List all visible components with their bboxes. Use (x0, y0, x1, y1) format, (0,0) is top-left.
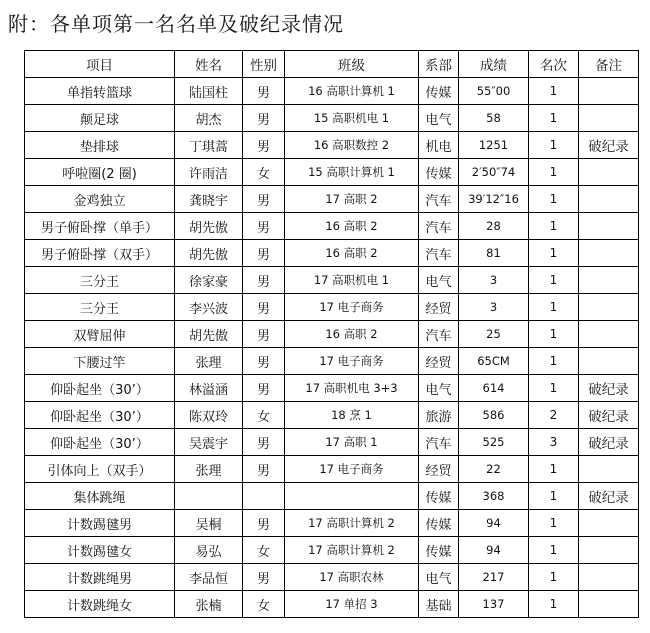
gender-cell: 男 (243, 186, 285, 213)
department-cell: 传媒 (419, 483, 459, 510)
score-cell: 368 (459, 483, 529, 510)
note-cell (579, 105, 639, 132)
department-cell: 电气 (419, 267, 459, 294)
event-cell: 仰卧起坐（30’） (25, 402, 175, 429)
table-row (25, 159, 639, 186)
note-cell (579, 240, 639, 267)
gender-cell: 男 (243, 429, 285, 456)
rank-cell: 1 (529, 456, 579, 483)
class-cell: 17 高职计算机 2 (285, 537, 419, 564)
table-row (25, 78, 639, 105)
score-cell: 614 (459, 375, 529, 402)
column-header-rank: 名次 (529, 51, 579, 78)
event-cell: 男子俯卧撑（双手） (25, 240, 175, 267)
page-title: 附：各单项第一名名单及破纪录情况 (8, 12, 344, 36)
gender-cell (243, 483, 285, 510)
note-cell (579, 186, 639, 213)
note-cell (579, 510, 639, 537)
name-cell: 徐家豪 (175, 267, 243, 294)
name-cell: 吴桐 (175, 510, 243, 537)
department-cell: 汽车 (419, 321, 459, 348)
table-row (25, 348, 639, 375)
department-cell: 汽车 (419, 240, 459, 267)
column-header-department: 系部 (419, 51, 459, 78)
score-cell: 94 (459, 537, 529, 564)
name-cell: 张理 (175, 348, 243, 375)
note-cell (579, 456, 639, 483)
table-row (25, 564, 639, 591)
class-cell: 17 电子商务 (285, 294, 419, 321)
department-cell: 经贸 (419, 456, 459, 483)
gender-cell: 男 (243, 456, 285, 483)
rank-cell: 1 (529, 321, 579, 348)
department-cell: 传媒 (419, 537, 459, 564)
note-cell (579, 564, 639, 591)
table-row (25, 132, 639, 159)
table-row (25, 186, 639, 213)
department-cell: 经贸 (419, 294, 459, 321)
class-cell: 17 高职机电 1 (285, 267, 419, 294)
rank-cell: 1 (529, 213, 579, 240)
rank-cell: 1 (529, 375, 579, 402)
department-cell: 传媒 (419, 78, 459, 105)
note-cell (579, 321, 639, 348)
event-cell: 引体向上（双手） (25, 456, 175, 483)
note-cell (579, 537, 639, 564)
class-cell: 15 高职机电 1 (285, 105, 419, 132)
rank-cell: 1 (529, 159, 579, 186)
rank-cell: 1 (529, 186, 579, 213)
department-cell: 传媒 (419, 510, 459, 537)
name-cell: 许雨洁 (175, 159, 243, 186)
class-cell: 17 高职 2 (285, 186, 419, 213)
class-cell: 17 电子商务 (285, 456, 419, 483)
column-header-class: 班级 (285, 51, 419, 78)
name-cell: 胡先傲 (175, 240, 243, 267)
class-cell: 15 高职计算机 1 (285, 159, 419, 186)
department-cell: 汽车 (419, 213, 459, 240)
class-cell: 17 电子商务 (285, 348, 419, 375)
rank-cell: 2 (529, 402, 579, 429)
table-row (25, 294, 639, 321)
score-cell: 65CM (459, 348, 529, 375)
name-cell (175, 483, 243, 510)
table-row (25, 321, 639, 348)
class-cell (285, 483, 419, 510)
score-cell: 28 (459, 213, 529, 240)
table-row (25, 240, 639, 267)
department-cell: 经贸 (419, 348, 459, 375)
class-cell: 17 高职计算机 2 (285, 510, 419, 537)
class-cell: 17 高职农林 (285, 564, 419, 591)
gender-cell: 男 (243, 375, 285, 402)
gender-cell: 男 (243, 105, 285, 132)
note-cell (579, 213, 639, 240)
gender-cell: 男 (243, 213, 285, 240)
rank-cell: 1 (529, 510, 579, 537)
class-cell: 16 高职数控 2 (285, 132, 419, 159)
department-cell: 汽车 (419, 186, 459, 213)
rank-cell: 1 (529, 591, 579, 618)
name-cell: 张理 (175, 456, 243, 483)
score-cell: 58 (459, 105, 529, 132)
class-cell: 17 高职机电 3+3 (285, 375, 419, 402)
score-cell: 217 (459, 564, 529, 591)
note-cell: 破纪录 (579, 402, 639, 429)
department-cell: 汽车 (419, 429, 459, 456)
rank-cell: 1 (529, 348, 579, 375)
note-cell (579, 348, 639, 375)
gender-cell: 男 (243, 510, 285, 537)
score-cell: 586 (459, 402, 529, 429)
gender-cell: 男 (243, 240, 285, 267)
note-cell (579, 159, 639, 186)
event-cell: 双臂屈伸 (25, 321, 175, 348)
note-cell (579, 591, 639, 618)
note-cell: 破纪录 (579, 132, 639, 159)
department-cell: 旅游 (419, 402, 459, 429)
gender-cell: 男 (243, 132, 285, 159)
table-row (25, 510, 639, 537)
rank-cell: 3 (529, 429, 579, 456)
event-cell: 三分王 (25, 267, 175, 294)
name-cell: 胡杰 (175, 105, 243, 132)
event-cell: 垫排球 (25, 132, 175, 159)
column-header-score: 成绩 (459, 51, 529, 78)
event-cell: 单指转篮球 (25, 78, 175, 105)
event-cell: 计数跳绳女 (25, 591, 175, 618)
rank-cell: 1 (529, 78, 579, 105)
name-cell: 林溢涵 (175, 375, 243, 402)
class-cell: 17 单招 3 (285, 591, 419, 618)
class-cell: 16 高职 2 (285, 240, 419, 267)
event-cell: 呼啦圈(2 圈) (25, 159, 175, 186)
rank-cell: 1 (529, 267, 579, 294)
score-cell: 137 (459, 591, 529, 618)
note-cell: 破纪录 (579, 429, 639, 456)
column-header-note: 备注 (579, 51, 639, 78)
note-cell (579, 294, 639, 321)
name-cell: 龚晓宇 (175, 186, 243, 213)
table-row (25, 267, 639, 294)
event-cell: 集体跳绳 (25, 483, 175, 510)
gender-cell: 女 (243, 591, 285, 618)
department-cell: 机电 (419, 132, 459, 159)
event-cell: 下腰过竿 (25, 348, 175, 375)
event-cell: 颠足球 (25, 105, 175, 132)
rank-cell: 1 (529, 132, 579, 159)
name-cell: 陈双玲 (175, 402, 243, 429)
department-cell: 传媒 (419, 159, 459, 186)
table-body (25, 78, 639, 618)
gender-cell: 男 (243, 564, 285, 591)
rank-cell: 1 (529, 294, 579, 321)
gender-cell: 男 (243, 348, 285, 375)
table-row (25, 105, 639, 132)
column-header-gender: 性别 (243, 51, 285, 78)
event-cell: 男子俯卧撑（单手） (25, 213, 175, 240)
column-header-name: 姓名 (175, 51, 243, 78)
rank-cell: 1 (529, 240, 579, 267)
score-cell: 3 (459, 267, 529, 294)
table-row (25, 537, 639, 564)
score-cell: 94 (459, 510, 529, 537)
event-cell: 计数踢毽男 (25, 510, 175, 537)
table-row (25, 213, 639, 240)
score-cell: 39′12″16 (459, 186, 529, 213)
note-cell: 破纪录 (579, 483, 639, 510)
event-cell: 仰卧起坐（30’） (25, 375, 175, 402)
gender-cell: 女 (243, 402, 285, 429)
name-cell: 陆国柱 (175, 78, 243, 105)
rank-cell: 1 (529, 105, 579, 132)
score-cell: 1251 (459, 132, 529, 159)
score-cell: 25 (459, 321, 529, 348)
table-row (25, 429, 639, 456)
score-cell: 22 (459, 456, 529, 483)
name-cell: 胡先傲 (175, 213, 243, 240)
gender-cell: 男 (243, 321, 285, 348)
note-cell (579, 78, 639, 105)
gender-cell: 男 (243, 78, 285, 105)
table-row (25, 402, 639, 429)
event-cell: 计数踢毽女 (25, 537, 175, 564)
event-cell: 三分王 (25, 294, 175, 321)
department-cell: 电气 (419, 564, 459, 591)
rank-cell: 1 (529, 537, 579, 564)
class-cell: 16 高职 2 (285, 213, 419, 240)
name-cell: 胡先傲 (175, 321, 243, 348)
event-cell: 金鸡独立 (25, 186, 175, 213)
score-cell: 81 (459, 240, 529, 267)
department-cell: 电气 (419, 375, 459, 402)
name-cell: 吴震宇 (175, 429, 243, 456)
note-cell: 破纪录 (579, 375, 639, 402)
department-cell: 基础 (419, 591, 459, 618)
score-cell: 55″00 (459, 78, 529, 105)
gender-cell: 男 (243, 267, 285, 294)
gender-cell: 女 (243, 537, 285, 564)
name-cell: 李兴波 (175, 294, 243, 321)
table-row (25, 483, 639, 510)
table-row (25, 591, 639, 618)
class-cell: 17 高职 1 (285, 429, 419, 456)
note-cell (579, 267, 639, 294)
class-cell: 16 高职 2 (285, 321, 419, 348)
name-cell: 丁琪蒿 (175, 132, 243, 159)
gender-cell: 女 (243, 159, 285, 186)
column-header-event: 项目 (25, 51, 175, 78)
department-cell: 电气 (419, 105, 459, 132)
event-cell: 仰卧起坐（30’） (25, 429, 175, 456)
table-header-row (25, 51, 639, 78)
name-cell: 易弘 (175, 537, 243, 564)
score-cell: 2′50″74 (459, 159, 529, 186)
table-row (25, 375, 639, 402)
gender-cell: 男 (243, 294, 285, 321)
class-cell: 18 烹 1 (285, 402, 419, 429)
table-row (25, 456, 639, 483)
name-cell: 李品恒 (175, 564, 243, 591)
rank-cell: 1 (529, 483, 579, 510)
score-cell: 3 (459, 294, 529, 321)
name-cell: 张楠 (175, 591, 243, 618)
rank-cell: 1 (529, 564, 579, 591)
event-cell: 计数跳绳男 (25, 564, 175, 591)
score-cell: 525 (459, 429, 529, 456)
class-cell: 16 高职计算机 1 (285, 78, 419, 105)
records-table (24, 50, 639, 618)
